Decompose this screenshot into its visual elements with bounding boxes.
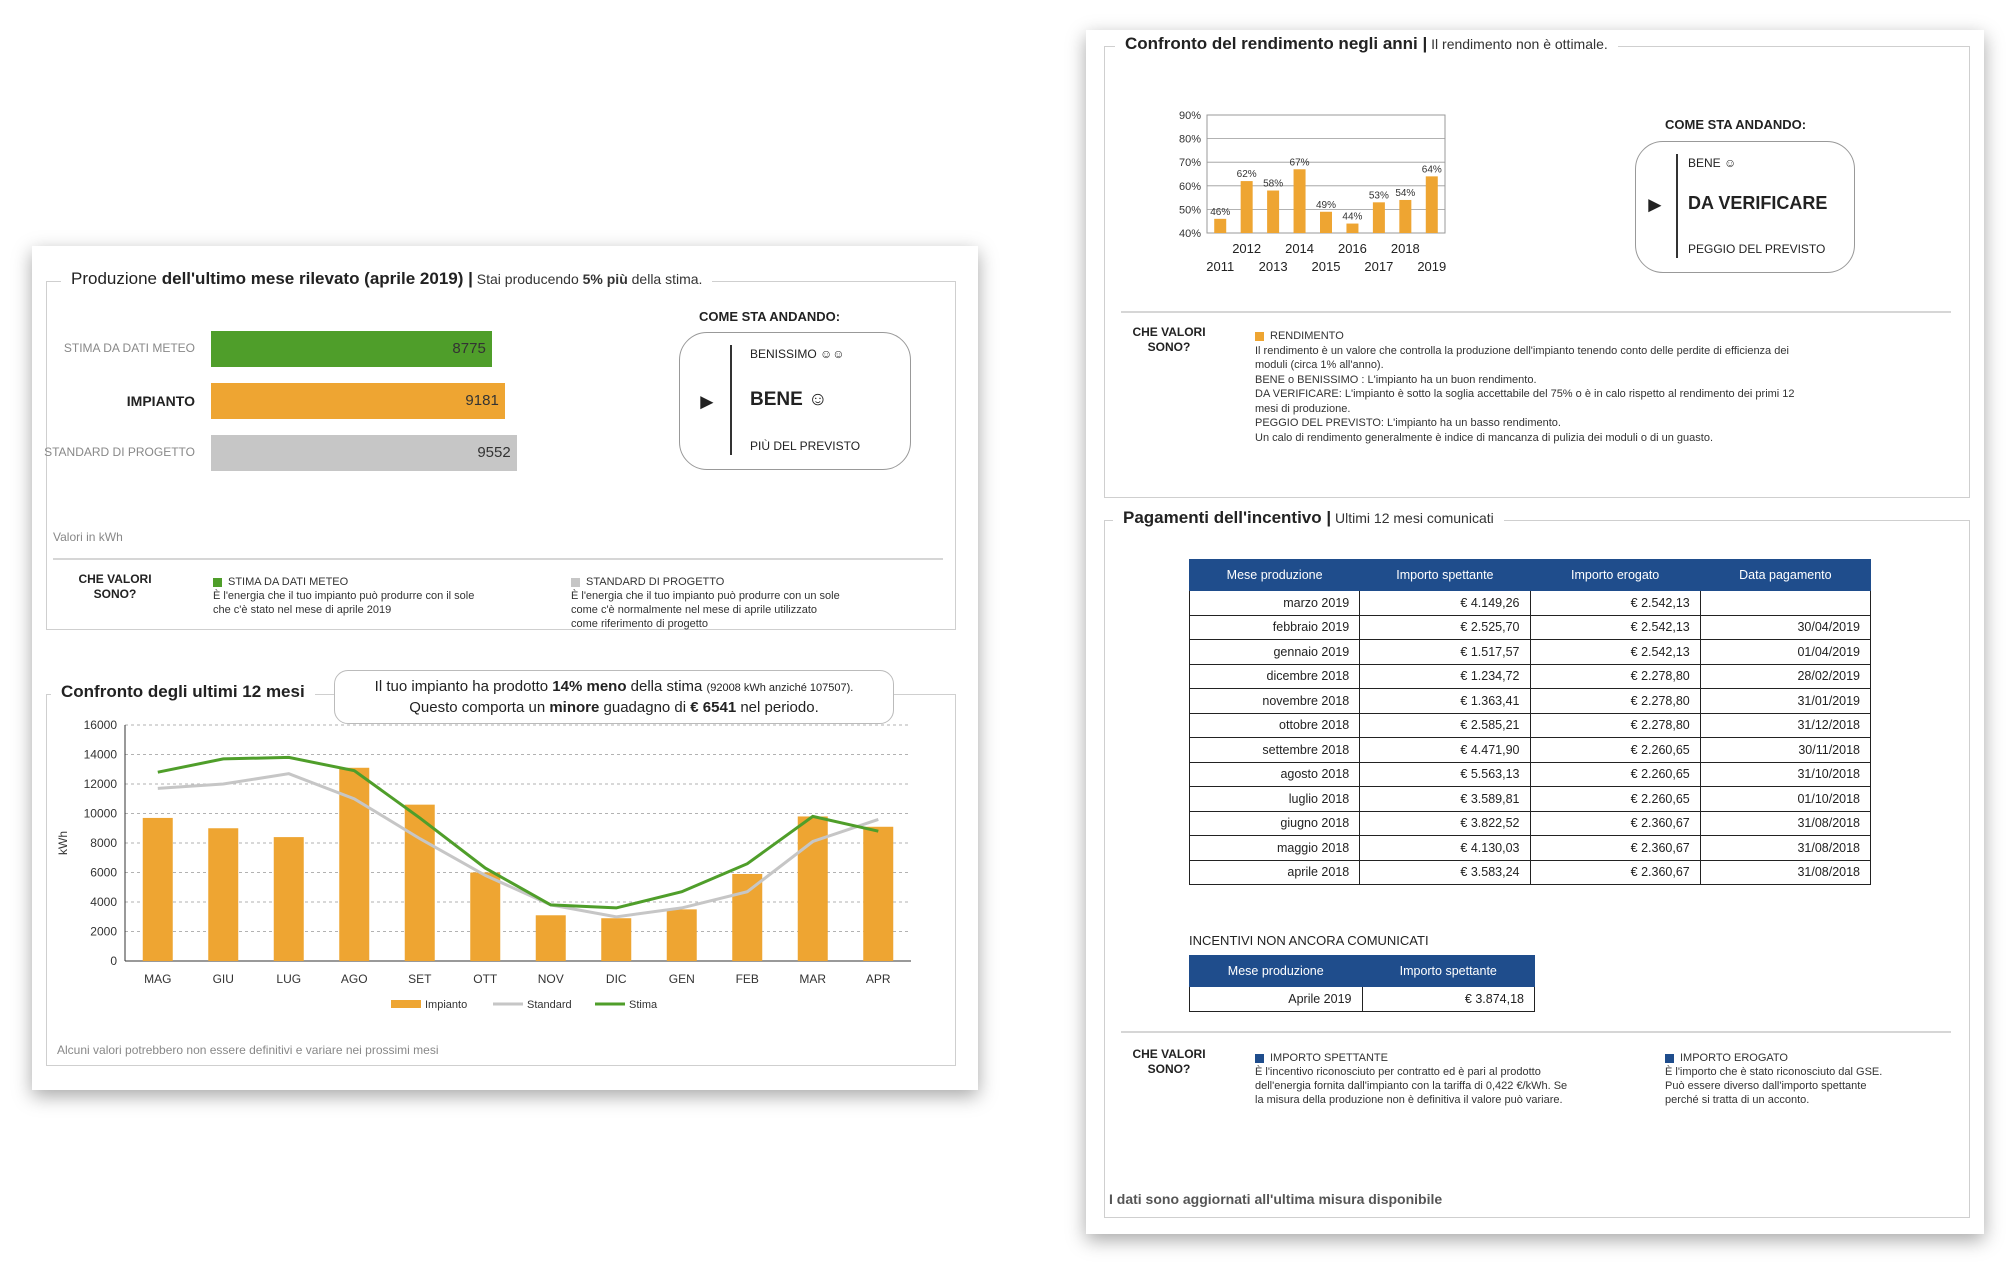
table-cell: € 2.360,67 bbox=[1530, 811, 1700, 836]
legend-swatch bbox=[391, 1000, 421, 1008]
pointer-arrow-icon: ► bbox=[696, 389, 718, 414]
x-tick-label: 2016 bbox=[1337, 241, 1367, 256]
payments-table-body bbox=[1190, 591, 1871, 885]
table-row bbox=[1190, 689, 1871, 714]
table-row bbox=[1190, 811, 1871, 836]
table-cell: € 2.260,65 bbox=[1530, 738, 1700, 763]
table-cell: Aprile 2019 bbox=[1190, 987, 1363, 1012]
x-tick-label: FEB bbox=[735, 972, 759, 986]
x-tick-label: 2012 bbox=[1232, 241, 1262, 256]
impianto-bar bbox=[143, 818, 173, 961]
x-tick-label: NOV bbox=[537, 972, 564, 986]
table-cell: € 4.149,26 bbox=[1360, 591, 1530, 616]
y-tick-label: 14000 bbox=[83, 747, 117, 762]
rendimento-bar bbox=[1214, 219, 1226, 233]
right-report-page bbox=[1086, 30, 1984, 1234]
pending-table bbox=[1189, 955, 1535, 1012]
table-cell: 31/01/2019 bbox=[1700, 689, 1870, 714]
table-cell: 31/12/2018 bbox=[1700, 713, 1870, 738]
legend-item-erogato: IMPORTO EROGATO È l'importo che è stato riconosciuto dal GSE. Può essere diverso dall'importo spettante perché si tratta di un acconto. bbox=[1665, 1052, 1883, 1106]
table-cell: € 2.360,67 bbox=[1530, 836, 1700, 861]
data-label: 64% bbox=[1421, 164, 1442, 176]
efficiency-what-heading: CHE VALORI SONO? bbox=[1132, 325, 1206, 354]
production-bar bbox=[211, 435, 517, 471]
table-cell: € 2.542,13 bbox=[1530, 640, 1700, 665]
table-cell: 01/10/2018 bbox=[1700, 787, 1870, 812]
status-top: BENISSIMO ☺☺ bbox=[750, 347, 845, 361]
y-tick-label: 10000 bbox=[83, 806, 117, 821]
column-header: Mese produzione bbox=[1190, 956, 1363, 987]
impianto-bar bbox=[667, 909, 697, 961]
production-bar bbox=[211, 383, 505, 419]
bar-value: 9552 bbox=[477, 444, 511, 461]
table-cell: gennaio 2019 bbox=[1190, 640, 1360, 665]
table-row bbox=[1190, 640, 1871, 665]
bar-label: STANDARD DI PROGETTO bbox=[44, 445, 195, 459]
legend-label: Stima bbox=[629, 999, 658, 1011]
data-update-footer: I dati sono aggiornati all'ultima misura disponibile bbox=[1109, 1191, 1443, 1207]
table-cell: 31/08/2018 bbox=[1700, 836, 1870, 861]
table-cell: giugno 2018 bbox=[1190, 811, 1360, 836]
table-cell: ottobre 2018 bbox=[1190, 713, 1360, 738]
production-section bbox=[44, 269, 956, 630]
data-label: 46% bbox=[1210, 206, 1231, 218]
table-cell: € 3.583,24 bbox=[1360, 860, 1530, 885]
table-row bbox=[1190, 836, 1871, 861]
rendimento-bar bbox=[1426, 176, 1438, 233]
status-indicator bbox=[679, 332, 911, 470]
table-cell: € 4.130,03 bbox=[1360, 836, 1530, 861]
impianto-bar bbox=[601, 918, 631, 961]
table-row bbox=[1190, 860, 1871, 885]
x-tick-label: 2011 bbox=[1206, 259, 1235, 274]
comparison-title: Confronto degli ultimi 12 mesi bbox=[51, 682, 315, 702]
legend-label: Standard bbox=[527, 999, 572, 1011]
impianto-bar bbox=[536, 915, 566, 961]
y-tick-label: 90% bbox=[1178, 110, 1201, 122]
production-bar bbox=[211, 331, 492, 367]
table-cell: € 1.363,41 bbox=[1360, 689, 1530, 714]
table-cell: € 2.260,65 bbox=[1530, 787, 1700, 812]
table-row bbox=[1190, 615, 1871, 640]
bar-label: IMPIANTO bbox=[126, 393, 195, 409]
table-cell: 28/02/2019 bbox=[1700, 664, 1870, 689]
x-tick-label: 2017 bbox=[1364, 259, 1394, 274]
table-cell: € 2.278,80 bbox=[1530, 689, 1700, 714]
table-cell: agosto 2018 bbox=[1190, 762, 1360, 787]
rendimento-bar bbox=[1346, 224, 1358, 233]
rendimento-bar bbox=[1373, 202, 1385, 233]
y-tick-label: 80% bbox=[1178, 133, 1201, 146]
column-header: Mese produzione bbox=[1190, 560, 1360, 591]
table-cell: 31/08/2018 bbox=[1700, 860, 1870, 885]
x-tick-label: APR bbox=[865, 972, 891, 986]
table-cell: € 1.517,57 bbox=[1360, 640, 1530, 665]
efficiency-status-current: DA VERIFICARE bbox=[1688, 193, 1828, 213]
x-tick-label: OTT bbox=[473, 972, 498, 986]
x-tick-label: LUG bbox=[276, 972, 302, 986]
impianto-bar bbox=[732, 874, 762, 961]
efficiency-explanation: RENDIMENTO Il rendimento è un valore che controlla la produzione dell'impianto tenendo conto delle perdite di efficienza dei moduli (circa 1% all'anno). BENE o BENISSIMO : L'impianto ha un buon rendimento. DA VERIFICARE: L'impianto è sotto la soglia accettabile del 75% o è in calo rispetto al rendimento dei primi 12 mesi di produzione. PEGGIO DEL PREVISTO: L'impianto ha un basso rendimento. Un calo di rendimento generalmente è indice di mancanza di pulizia dei moduli o di un guasto. bbox=[1255, 330, 1795, 444]
production-title: Produzione dell'ultimo mese rilevato (aprile 2019) | Stai producendo 5% più della stima. bbox=[61, 269, 712, 289]
impianto-bar bbox=[274, 837, 304, 961]
chart-footnote: Alcuni valori potrebbero non essere definitivi e variare nei prossimi mesi bbox=[57, 1043, 439, 1057]
table-cell bbox=[1700, 591, 1870, 616]
efficiency-status-heading: COME STA ANDANDO: bbox=[1665, 117, 1807, 132]
data-label: 54% bbox=[1395, 187, 1416, 199]
table-cell: € 2.525,70 bbox=[1360, 615, 1530, 640]
table-row bbox=[1190, 738, 1871, 763]
efficiency-status-top: BENE ☺ bbox=[1688, 156, 1737, 170]
x-tick-label: 2013 bbox=[1258, 259, 1288, 274]
column-header: Importo spettante bbox=[1362, 956, 1535, 987]
status-bottom: PIÙ DEL PREVISTO bbox=[750, 439, 861, 453]
table-row bbox=[1190, 713, 1871, 738]
table-row bbox=[1190, 762, 1871, 787]
x-tick-label: GEN bbox=[668, 972, 695, 986]
table-cell: 30/11/2018 bbox=[1700, 738, 1870, 763]
table-header-row bbox=[1190, 956, 1535, 987]
legend-item-spettante: IMPORTO SPETTANTE È l'incentivo riconosciuto per contratto ed è pari al prodotto dell'energia fornita dall'impianto con la tariffa di 0,422 €/kWh. Se la misura della produzione non è definitiva il valore può variare. bbox=[1255, 1052, 1568, 1106]
table-cell: € 3.874,18 bbox=[1362, 987, 1535, 1012]
table-cell: € 3.589,81 bbox=[1360, 787, 1530, 812]
pointer-arrow-icon: ► bbox=[1644, 192, 1666, 217]
y-axis-label: kWh bbox=[56, 831, 70, 855]
efficiency-status-bottom: PEGGIO DEL PREVISTO bbox=[1688, 242, 1826, 256]
table-cell: marzo 2019 bbox=[1190, 591, 1360, 616]
data-label: 58% bbox=[1263, 178, 1284, 190]
comparison-callout: Il tuo impianto ha prodotto 14% meno della stima (92008 kWh anziché 107507). Questo comporta un minore guadagno di € 6541 nel periodo. bbox=[334, 670, 894, 724]
payments-section bbox=[1104, 508, 1970, 1218]
table-row bbox=[1190, 591, 1871, 616]
table-row bbox=[1190, 664, 1871, 689]
orange-square-icon bbox=[1255, 332, 1264, 341]
table-cell: € 2.360,67 bbox=[1530, 860, 1700, 885]
column-header: Data pagamento bbox=[1700, 560, 1870, 591]
table-cell: € 2.542,13 bbox=[1530, 615, 1700, 640]
table-cell: € 2.585,21 bbox=[1360, 713, 1530, 738]
data-label: 44% bbox=[1342, 211, 1363, 223]
table-cell: € 2.542,13 bbox=[1530, 591, 1700, 616]
x-tick-label: MAR bbox=[799, 972, 827, 986]
column-header: Importo erogato bbox=[1530, 560, 1700, 591]
impianto-bar bbox=[208, 828, 238, 961]
x-tick-label: SET bbox=[408, 972, 432, 986]
status-heading: COME STA ANDANDO: bbox=[699, 309, 841, 324]
data-label: 49% bbox=[1315, 199, 1337, 211]
efficiency-title: Confronto del rendimento negli anni | Il rendimento non è ottimale. bbox=[1115, 34, 1618, 54]
monthly-comparison-chart bbox=[51, 709, 931, 1029]
x-tick-label: 2014 bbox=[1285, 241, 1315, 256]
table-cell: settembre 2018 bbox=[1190, 738, 1360, 763]
pending-heading: INCENTIVI NON ANCORA COMUNICATI bbox=[1189, 933, 1429, 948]
green-square-icon bbox=[213, 578, 222, 587]
legend-item-stima: STIMA DA DATI METEO È l'energia che il tuo impianto può produrre con il sole che c'è stato nel mese di aprile 2019 bbox=[213, 576, 475, 616]
table-row bbox=[1190, 787, 1871, 812]
impianto-bar bbox=[405, 805, 435, 961]
y-tick-label: 6000 bbox=[90, 865, 117, 880]
rendimento-bar bbox=[1320, 212, 1332, 233]
table-cell: maggio 2018 bbox=[1190, 836, 1360, 861]
table-cell: 31/10/2018 bbox=[1700, 762, 1870, 787]
table-cell: € 3.822,52 bbox=[1360, 811, 1530, 836]
x-tick-label: MAG bbox=[144, 972, 172, 986]
data-label: 67% bbox=[1289, 157, 1310, 169]
rendimento-bar bbox=[1294, 169, 1306, 233]
payments-what-heading: CHE VALORI SONO? bbox=[1132, 1047, 1206, 1076]
table-cell: luglio 2018 bbox=[1190, 787, 1360, 812]
efficiency-status-indicator bbox=[1635, 141, 1855, 273]
table-cell: 30/04/2019 bbox=[1700, 615, 1870, 640]
gray-square-icon bbox=[571, 578, 580, 587]
table-cell: febbraio 2019 bbox=[1190, 615, 1360, 640]
table-cell: aprile 2018 bbox=[1190, 860, 1360, 885]
left-report-page bbox=[32, 246, 978, 1090]
table-cell: 31/08/2018 bbox=[1700, 811, 1870, 836]
data-label: 53% bbox=[1368, 190, 1389, 202]
column-header: Importo spettante bbox=[1360, 560, 1530, 591]
x-tick-label: GIU bbox=[212, 972, 234, 986]
rendimento-bar bbox=[1267, 191, 1279, 233]
data-label: 62% bbox=[1236, 169, 1257, 181]
table-cell: € 2.278,80 bbox=[1530, 664, 1700, 689]
table-cell: 01/04/2019 bbox=[1700, 640, 1870, 665]
units-note: Valori in kWh bbox=[53, 530, 123, 544]
comparison-section bbox=[46, 682, 956, 1066]
table-cell: € 1.234,72 bbox=[1360, 664, 1530, 689]
table-cell: € 5.563,13 bbox=[1360, 762, 1530, 787]
impianto-bar bbox=[470, 873, 500, 962]
table-cell: novembre 2018 bbox=[1190, 689, 1360, 714]
y-tick-label: 2000 bbox=[90, 924, 117, 939]
standard-line bbox=[158, 774, 879, 917]
rendimento-bar bbox=[1399, 200, 1411, 233]
x-tick-label: DIC bbox=[605, 972, 627, 986]
table-header-row bbox=[1190, 560, 1871, 591]
y-tick-label: 70% bbox=[1178, 157, 1201, 170]
y-tick-label: 0 bbox=[110, 954, 117, 968]
bar-value: 9181 bbox=[465, 392, 499, 409]
y-tick-label: 40% bbox=[1178, 228, 1201, 240]
stima-line bbox=[158, 757, 879, 908]
legend-label: Impianto bbox=[425, 999, 468, 1011]
payments-table bbox=[1189, 559, 1871, 885]
payments-title: Pagamenti dell'incentivo | Ultimi 12 mesi comunicati bbox=[1113, 508, 1504, 528]
y-tick-label: 12000 bbox=[83, 777, 117, 791]
table-cell: € 2.278,80 bbox=[1530, 713, 1700, 738]
y-tick-label: 8000 bbox=[90, 836, 117, 850]
bar-value: 8775 bbox=[452, 340, 486, 357]
x-tick-label: 2019 bbox=[1417, 259, 1447, 274]
table-row bbox=[1190, 987, 1535, 1012]
impianto-bar bbox=[339, 768, 369, 961]
impianto-bar bbox=[863, 827, 893, 961]
y-tick-label: 4000 bbox=[90, 895, 117, 909]
efficiency-section bbox=[1104, 34, 1970, 498]
y-tick-label: 50% bbox=[1178, 204, 1201, 217]
status-current: BENE ☺ bbox=[750, 389, 828, 410]
what-values-heading: CHE VALORI SONO? bbox=[78, 572, 152, 601]
x-tick-label: AGO bbox=[340, 972, 368, 986]
table-cell: € 2.260,65 bbox=[1530, 762, 1700, 787]
y-tick-label: 60% bbox=[1178, 180, 1201, 193]
y-tick-label: 16000 bbox=[83, 718, 117, 732]
yield-comparison-chart bbox=[1155, 105, 1475, 285]
blue-square-icon bbox=[1255, 1054, 1264, 1063]
x-tick-label: 2018 bbox=[1390, 241, 1420, 256]
rendimento-bar bbox=[1241, 181, 1253, 233]
bar-label: STIMA DA DATI METEO bbox=[63, 341, 195, 355]
blue-square-icon bbox=[1665, 1054, 1674, 1063]
table-cell: € 4.471,90 bbox=[1360, 738, 1530, 763]
x-tick-label: 2015 bbox=[1311, 259, 1341, 274]
table-cell: dicembre 2018 bbox=[1190, 664, 1360, 689]
legend-item-standard: STANDARD DI PROGETTO È l'energia che il tuo impianto può produrre con un sole come c'è normalmente nel mese di aprile utilizzato come riferimento di progetto bbox=[571, 576, 840, 630]
